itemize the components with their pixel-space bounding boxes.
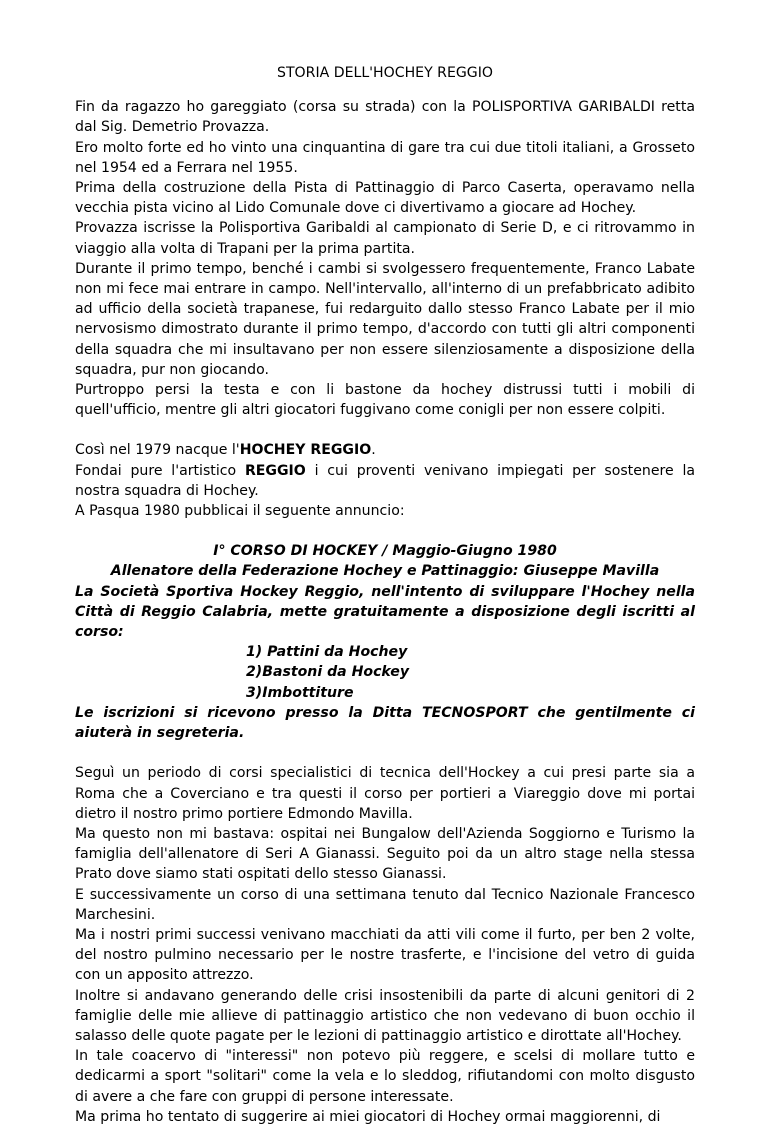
announcement-coach: Allenatore della Federazione Hochey e Pattinaggio: Giuseppe Mavilla bbox=[110, 563, 660, 580]
intro-section bbox=[75, 97, 695, 420]
paragraph: Seguì un periodo di corsi specialistici di tecnica dell'Hockey a cui presi parte sia a Roma che a Coverciano e tra questi il corso per portieri a Viareggio dove mi portai dietro il nostro primo portiere Edmondo Mavilla. bbox=[75, 765, 695, 822]
text-fragment: . bbox=[371, 442, 376, 459]
paragraph: Inoltre si andavano generando delle crisi insostenibili da parte di alcuni genitori di 2 famiglie delle mie allieve di pattinaggio artistico che non vedevano di buon occhio il salasso delle quote pagate per le lezioni di pattinaggio artistico e dirottate all'Hochey. bbox=[75, 987, 695, 1044]
spacer bbox=[75, 743, 695, 763]
later-section bbox=[75, 763, 695, 1127]
document-page bbox=[75, 63, 695, 1127]
paragraph: Provazza iscrisse la Polisportiva Garibaldi al campionato di Serie D, e ci ritrovammo in viaggio alla volta di Trapani per la prima partita. bbox=[75, 220, 695, 257]
paragraph: Purtroppo persi la testa e con li bastone da hochey distrussi tutti i mobili di quell'ufficio, mentre gli altri giocatori fuggivano come conigli per non essere colpiti. bbox=[75, 382, 695, 419]
paragraph: In tale coacervo di "interessi" non potevo più reggere, e scelsi di mollare tutto e dedicarmi a sport "solitari" come la vela e lo sleddog, rifiutandomi con molto disgusto di avere a che fare con gruppi di persone interessate. bbox=[75, 1048, 695, 1105]
founding-section bbox=[75, 440, 695, 521]
announcement-offer: La Società Sportiva Hockey Reggio, nell'intento di sviluppare l'Hochey nella Città di Reggio Calabria, mette gratuitamente a disposizione degli iscritti al corso: bbox=[75, 583, 695, 641]
text-fragment: i cui proventi venivano impiegati per sostenere la nostra squadra di Hochey. bbox=[75, 462, 695, 499]
spacer bbox=[75, 521, 695, 541]
paragraph: Ma prima ho tentato di suggerire ai miei giocatori di Hochey ormai maggiorenni, di bbox=[75, 1108, 661, 1125]
founding-line: A Pasqua 1980 pubblicai il seguente annuncio: bbox=[75, 503, 405, 520]
text-fragment: Così nel 1979 nacque l' bbox=[75, 442, 240, 459]
announcement-item: 3)Imbottiture bbox=[246, 684, 354, 701]
paragraph: Fin da ragazzo ho gareggiato (corsa su strada) con la POLISPORTIVA GARIBALDI retta dal Sig. Demetrio Provazza. bbox=[75, 99, 695, 136]
club-name: HOCHEY REGGIO bbox=[239, 442, 372, 459]
paragraph: Durante il primo tempo, benché i cambi si svolgessero frequentemente, Franco Labate non mi fece mai entrare in campo. Nell'intervallo, all'interno di un prefabbricato adibito ad ufficio della società trapanese, fui redarguito dallo stesso Franco Labate per il mio nervosismo dimostrato durante il primo tempo, d'accordo con tutti gli altri componenti della squadra che mi insultavano per non essere silenziosamente a disposizione della squadra, pur non giocando. bbox=[75, 260, 695, 378]
paragraph: Ma i nostri primi successi venivano macchiati da atti vili come il furto, per ben 2 volte, del nostro pulmino necessario per le nostre trasferte, e l'incisione del vetro di guida con un apposito attrezzo. bbox=[75, 926, 695, 984]
paragraph: Prima della costruzione della Pista di Pattinaggio di Parco Caserta, operavamo nella vecchia pista vicino al Lido Comunale dove ci divertivamo a giocare ad Hochey. bbox=[75, 180, 695, 217]
spacer bbox=[75, 420, 695, 440]
announcement bbox=[75, 541, 695, 743]
announcement-item: 2)Bastoni da Hockey bbox=[246, 664, 410, 681]
text-fragment: Fondai pure l'artistico bbox=[75, 462, 245, 479]
founding-line bbox=[75, 440, 695, 460]
paragraph: E successivamente un corso di una settimana tenuto dal Tecnico Nazionale Francesco Marchesini. bbox=[75, 886, 695, 923]
announcement-item: 1) Pattini da Hochey bbox=[246, 644, 408, 661]
announcement-closing: Le iscrizioni si ricevono presso la Ditta TECNOSPORT che gentilmente ci aiuterà in segreteria. bbox=[75, 704, 695, 742]
paragraph: Ma questo non mi bastava: ospitai nei Bungalow dell'Azienda Soggiorno e Turismo la famiglia dell'allenatore di Seri A Gianassi. Seguito poi da un altro stage nella stessa Prato dove siamo stati ospitati dello stesso Gianassi. bbox=[75, 825, 695, 883]
club-name: REGGIO bbox=[244, 462, 306, 479]
paragraph: Ero molto forte ed ho vinto una cinquantina di gare tra cui due titoli italiani, a Grosseto nel 1954 ed a Ferrara nel 1955. bbox=[75, 139, 695, 176]
page-title: STORIA DELL'HOCHEY REGGIO bbox=[277, 65, 493, 81]
founding-line bbox=[75, 461, 695, 501]
announcement-heading: I° CORSO DI HOCKEY / Maggio-Giugno 1980 bbox=[213, 543, 557, 560]
